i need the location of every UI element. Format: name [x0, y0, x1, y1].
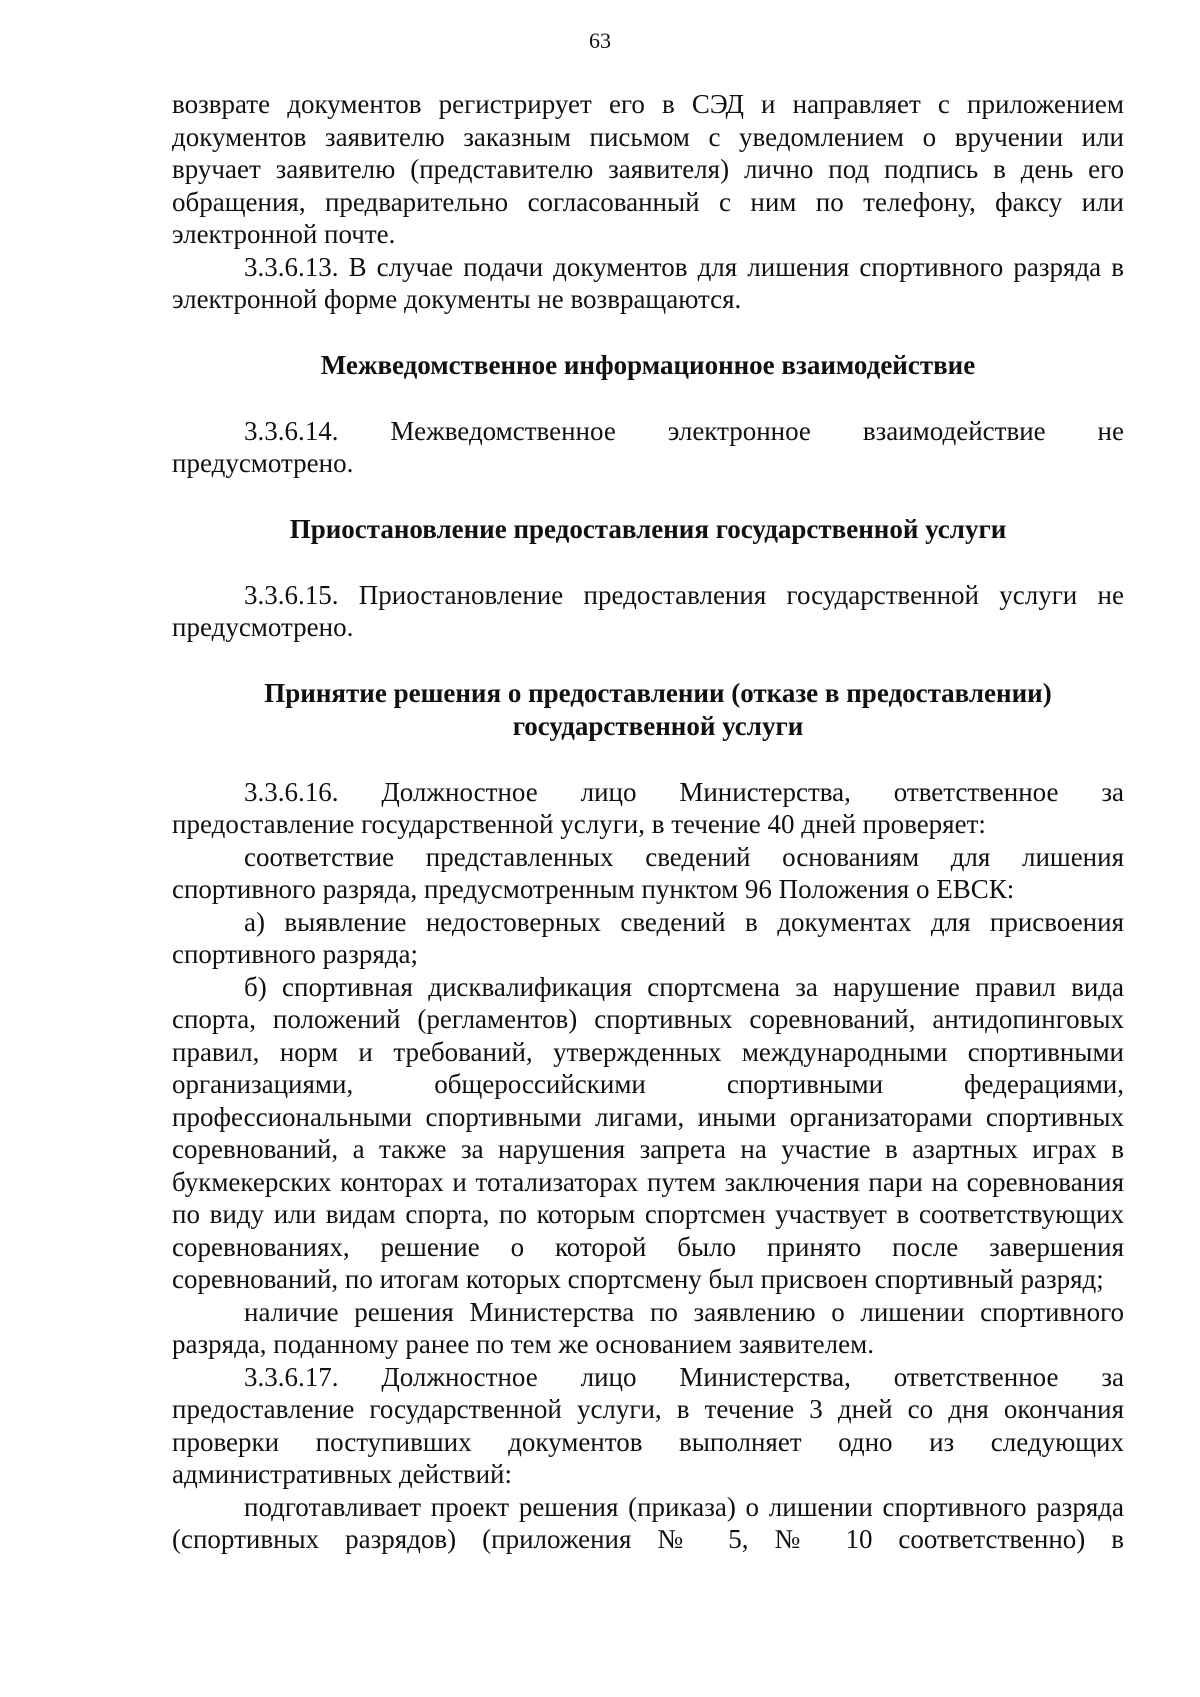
heading-decision-line-1: Принятие решения о предоставлении (отказе в предоставлении)	[264, 677, 1052, 708]
paragraph-compliance-check: соответствие представленных сведений основаниям для лишения спортивного разряда, предусмотренным пунктом 96 Положения о ЕВСК:	[172, 841, 1124, 904]
document-body	[172, 88, 1124, 1556]
heading-decision	[172, 677, 1124, 743]
paragraph-3-3-6-14: 3.3.6.14. Межведомственное электронное взаимодействие не предусмотрено.	[172, 415, 1124, 478]
paragraph-3-3-6-15: 3.3.6.15. Приостановление предоставления государственной услуги не предусмотрено.	[172, 579, 1124, 642]
paragraph-prepare-draft: подготавливает проект решения (приказа) о лишении спортивного разряда (спортивных разрядов) (приложения № 5, № 10 соответственно) в	[172, 1491, 1124, 1554]
paragraph-previous-decision: наличие решения Министерства по заявлению о лишении спортивного разряда, поданному ранее по тем же основанием заявителем.	[172, 1296, 1124, 1359]
paragraph-return-documents: возврате документов регистрирует его в СЭД и направляет с приложением документов заявителю заказным письмом с уведомлением о вручении или вручает заявителю (представителю заявителя) лично под подпись в день его обращения, предварительно согласованный с ним по телефону, факсу или электронной почте.	[172, 89, 1124, 249]
heading-suspension: Приостановление предоставления государственной услуги	[289, 513, 1007, 544]
heading-decision-line-2: государственной услуги	[512, 710, 804, 741]
page-number: 63	[589, 28, 611, 53]
paragraph-item-a: а) выявление недостоверных сведений в документах для присвоения спортивного разряда;	[172, 906, 1124, 969]
heading-interdepartmental: Межведомственное информационное взаимодействие	[320, 349, 976, 380]
paragraph-item-b: б) спортивная дисквалификация спортсмена за нарушение правил вида спорта, положений (регламентов) спортивных соревнований, антидопинговых правил, норм и требований, утвержденных международными спортивными организациями, общероссийскими спортивными федерациями, профессиональными спортивными лигами, иными организаторами спортивных соревнований, а также за нарушения запрета на участие в азартных играх в букмекерских конторах и тотализаторах путем заключения пари на соревнования по виду или видам спорта, по которым спортсмен участвует в соответствующих соревнованиях, решение о которой было принято после завершения соревнований, по итогам которых спортсмену был присвоен спортивный разряд;	[172, 971, 1124, 1294]
paragraph-3-3-6-16: 3.3.6.16. Должностное лицо Министерства, ответственное за предоставление государственной услуги, в течение 40 дней проверяет:	[172, 776, 1124, 839]
paragraph-3-3-6-17: 3.3.6.17. Должностное лицо Министерства, ответственное за предоставление государственной услуги, в течение 3 дней со дня окончания проверки поступивших документов выполняет одно из следующих административных действий:	[172, 1361, 1124, 1489]
paragraph-3-3-6-13: 3.3.6.13. В случае подачи документов для лишения спортивного разряда в электронной форме документы не возвращаются.	[172, 251, 1124, 314]
